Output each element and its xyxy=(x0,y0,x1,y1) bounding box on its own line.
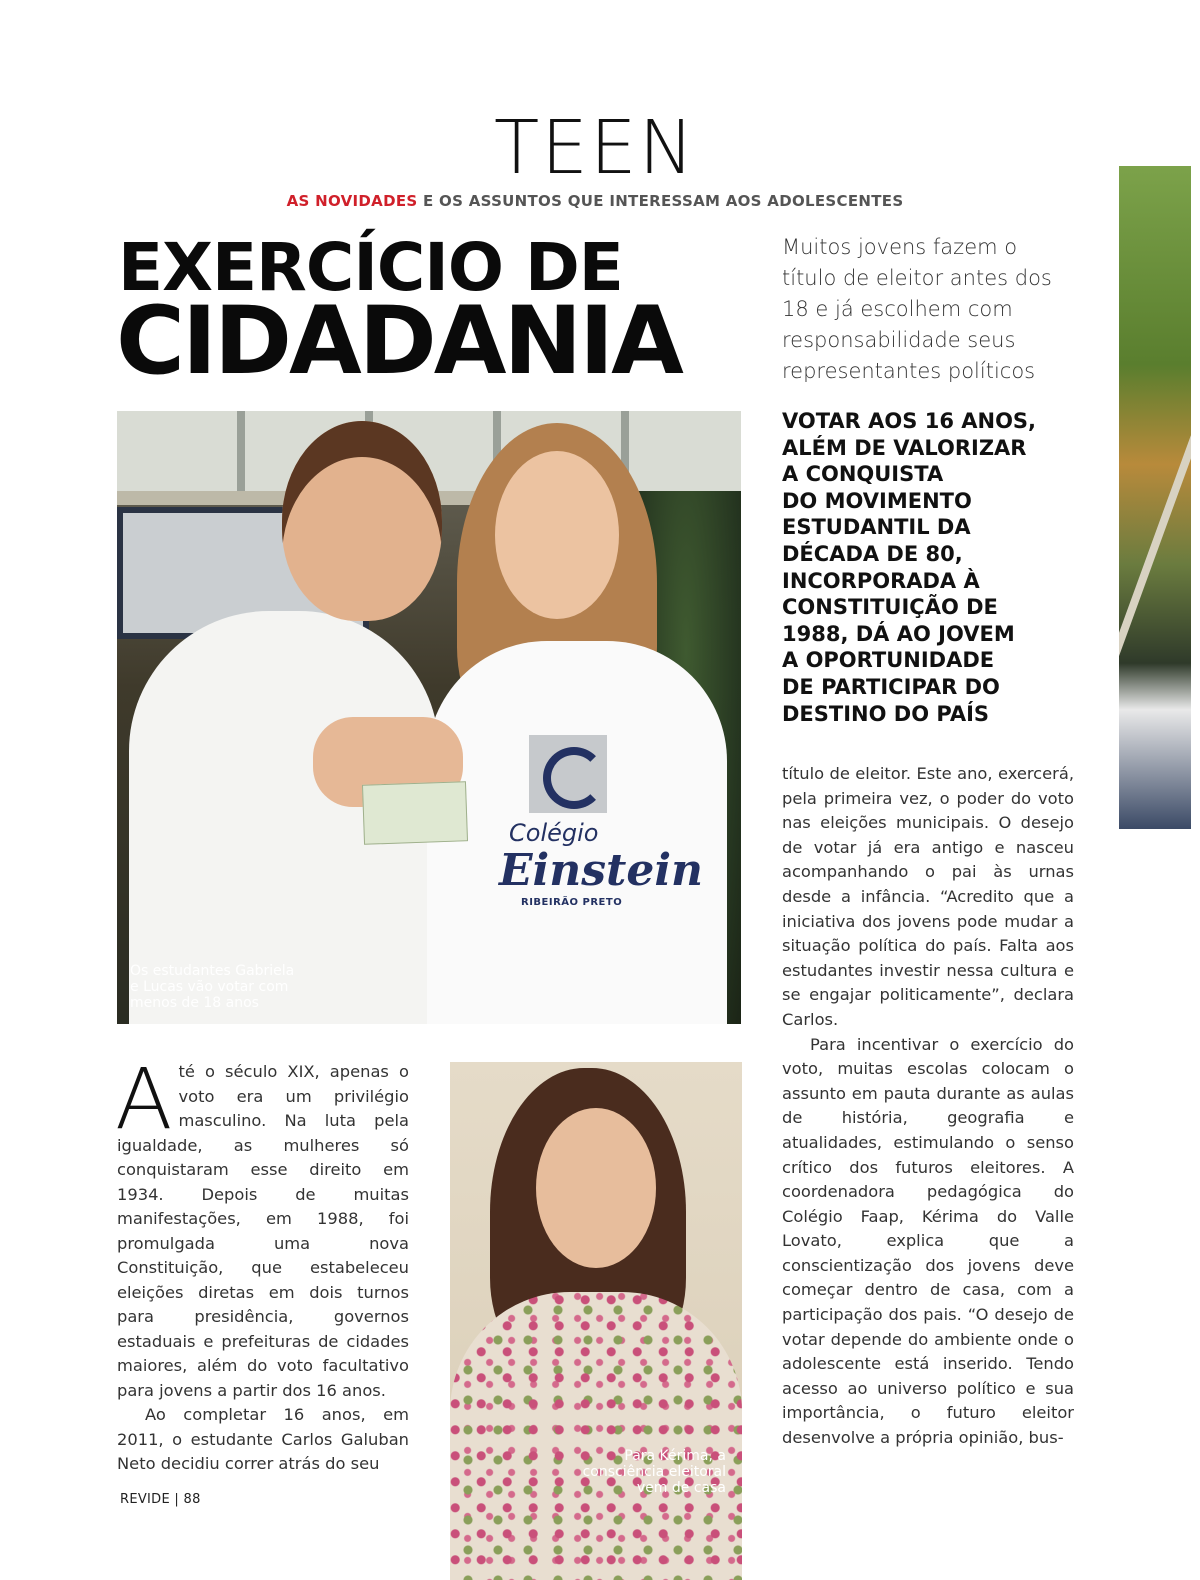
woman-blouse xyxy=(450,1292,742,1580)
shirt-logo-line-2: Einstein xyxy=(499,845,704,896)
students-photo xyxy=(117,411,741,1024)
section-title: TEEN xyxy=(493,105,697,191)
voter-card-icon xyxy=(362,781,468,845)
section-subtitle-rest: E OS ASSUNTOS QUE INTERESSAM AOS ADOLESCENTES xyxy=(417,192,904,210)
shirt-logo-line-3: RIBEIRÃO PRETO xyxy=(521,897,623,908)
pull-quote: VOTAR AOS 16 ANOS, ALÉM DE VALORIZAR A CONQUISTA DO MOVIMENTO ESTUDANTIL DA DÉCADA DE 80, INCORPORADA À CONSTITUIÇÃO DE 1988, DÁ AO JOVEM A OPORTUNIDADE DE PARTICIPAR DO DESTINO DO PAÍS xyxy=(782,409,1037,726)
body-paragraph: Ao completar 16 anos, em 2011, o estudante Carlos Galuban Neto decidiu correr atrás do seu xyxy=(117,1405,409,1473)
page-folio: REVIDE | 88 xyxy=(120,1492,201,1507)
girl-head xyxy=(495,451,619,619)
body-paragraph: título de eleitor. Este ano, exercerá, pela primeira vez, o poder do voto nas eleições municipais. O desejo de votar já era antigo e nasceu acompanhando o pai às urnas desde a infância. “Acredito que a iniciativa dos jovens pode mudar a situação política do país. Falta aos estudantes investir nessa cultura e se engajar politicamente”, declara Carlos. xyxy=(782,764,1074,1029)
section-subtitle xyxy=(0,192,1190,210)
coordinator-photo xyxy=(450,1062,742,1580)
boy-head xyxy=(282,421,442,621)
article-deck: Muitos jovens fazem o título de eleitor antes dos 18 e já escolhem com responsabilidade seus representantes políticos xyxy=(782,235,1052,383)
school-logo-ring-icon xyxy=(543,747,605,809)
coordinator-photo-caption: Para Kérima, a consciência eleitoral vem de casa xyxy=(582,1448,726,1496)
shirt-logo-line-1: Colégio xyxy=(509,819,599,847)
body-column-right xyxy=(782,762,1074,1451)
adjacent-page-photo xyxy=(1119,166,1191,829)
main-photo-caption: Os estudantes Gabriela e Lucas vão votar com menos de 18 anos xyxy=(130,963,295,1011)
woman-face xyxy=(536,1108,656,1268)
body-paragraph-text: té o século XIX, apenas o voto era um privilégio masculino. Na luta pela igualdade, as mulheres só conquistaram esse direito em 1934. Depois de muitas manifestações, em 1988, foi promulgada uma nova Constituição, que estabeleceu eleições diretas em dois turnos para presidência, governos estaduais e prefeituras de cidades maiores, além do voto facultativo para jovens a partir dos 16 anos. xyxy=(117,1062,409,1400)
body-paragraph: Para incentivar o exercício do voto, muitas escolas colocam o assunto em pauta durante as aulas de história, geografia e atualidades, estimulando o senso crítico dos futuros eleitores. A coordenadora pedagógica do Colégio Faap, Kérima do Valle Lovato, explica que a conscientização dos jovens deve começar dentro de casa, com a participação dos pais. “O desejo de votar depende do ambiente onde o adolescente está inserido. Tendo acesso ao universo político e sua importância, o futuro eleitor desenvolve a própria opinião, bus- xyxy=(782,1034,1074,1448)
section-subtitle-highlight: AS NOVIDADES xyxy=(286,192,418,210)
palm-trunk xyxy=(1119,435,1191,776)
headline-line-1: EXERCÍCIO DE xyxy=(118,229,623,306)
body-column-left xyxy=(115,1050,409,1477)
drop-cap: A xyxy=(115,1050,173,1148)
body-paragraph xyxy=(115,1050,409,1403)
headline-line-2: CIDADANIA xyxy=(116,287,681,396)
